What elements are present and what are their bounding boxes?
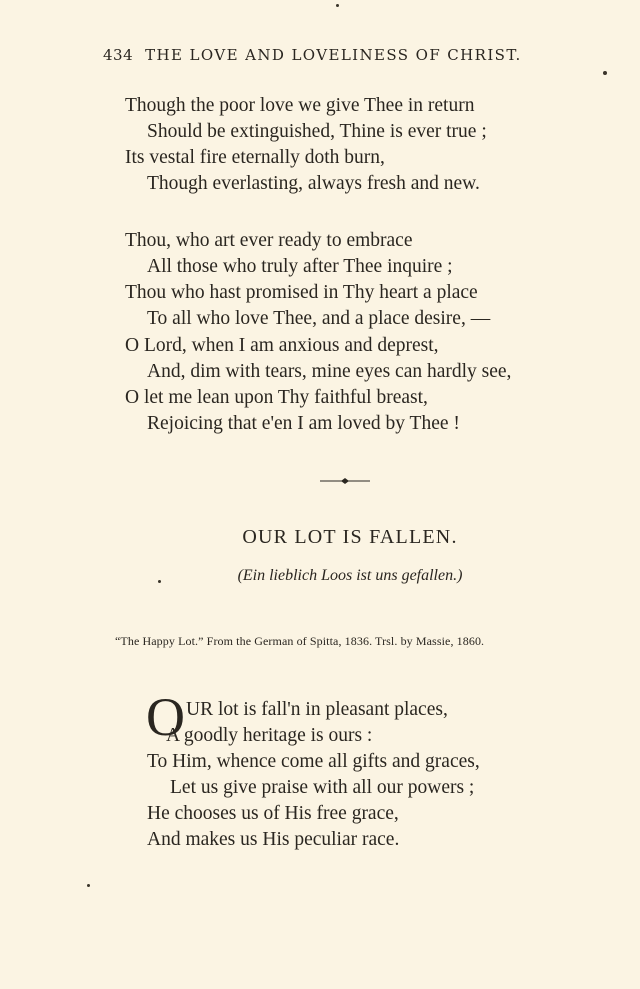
hymn-line: Let us give praise with all our powers ; xyxy=(170,777,475,798)
poem-line: All those who truly after Thee inquire ; xyxy=(147,256,453,277)
ink-speck xyxy=(87,884,90,887)
ink-speck xyxy=(158,580,161,583)
poem-line: O Lord, when I am anxious and deprest, xyxy=(125,335,439,356)
poem-line: Thou, who art ever ready to embrace xyxy=(125,230,413,251)
hymn-line: And makes us His peculiar race. xyxy=(147,829,400,850)
running-title: THE LOVE AND LOVELINESS OF CHRIST. xyxy=(145,46,522,64)
hymn-line: To Him, whence come all gifts and graces, xyxy=(147,751,480,772)
poem-line: Should be extinguished, Thine is ever true ; xyxy=(147,121,487,142)
hymn-subtitle: (Ein lieblich Loos ist uns gefallen.) xyxy=(237,567,463,584)
poem-line: O let me lean upon Thy faithful breast, xyxy=(125,387,428,408)
poem-line: Though the poor love we give Thee in return xyxy=(125,95,475,116)
poem-line: Though everlasting, always fresh and new. xyxy=(147,173,480,194)
running-head xyxy=(103,46,553,70)
poem-line: Its vestal fire eternally doth burn, xyxy=(125,147,385,168)
drop-cap: O xyxy=(146,687,185,747)
poem-line: Thou who hast promised in Thy heart a place xyxy=(125,282,478,303)
poem-line: To all who love Thee, and a place desire, — xyxy=(147,308,491,329)
hymn-attribution: “The Happy Lot.” From the German of Spitta, 1836. Trsl. by Massie, 1860. xyxy=(115,634,485,648)
hymn-line: He chooses us of His free grace, xyxy=(147,803,399,824)
ink-speck xyxy=(603,71,607,75)
ink-speck xyxy=(336,4,339,7)
poem-line: And, dim with tears, mine eyes can hardly see, xyxy=(147,361,512,382)
page-number: 434 xyxy=(103,46,134,64)
hymn-title: OUR LOT IS FALLEN. xyxy=(242,526,458,548)
ornament-divider-icon xyxy=(320,474,370,488)
poem-line: Rejoicing that e'en I am loved by Thee ! xyxy=(147,413,460,434)
hymn-line: A goodly heritage is ours : xyxy=(166,725,373,746)
hymn-line: UR lot is fall'n in pleasant places, xyxy=(186,699,448,720)
